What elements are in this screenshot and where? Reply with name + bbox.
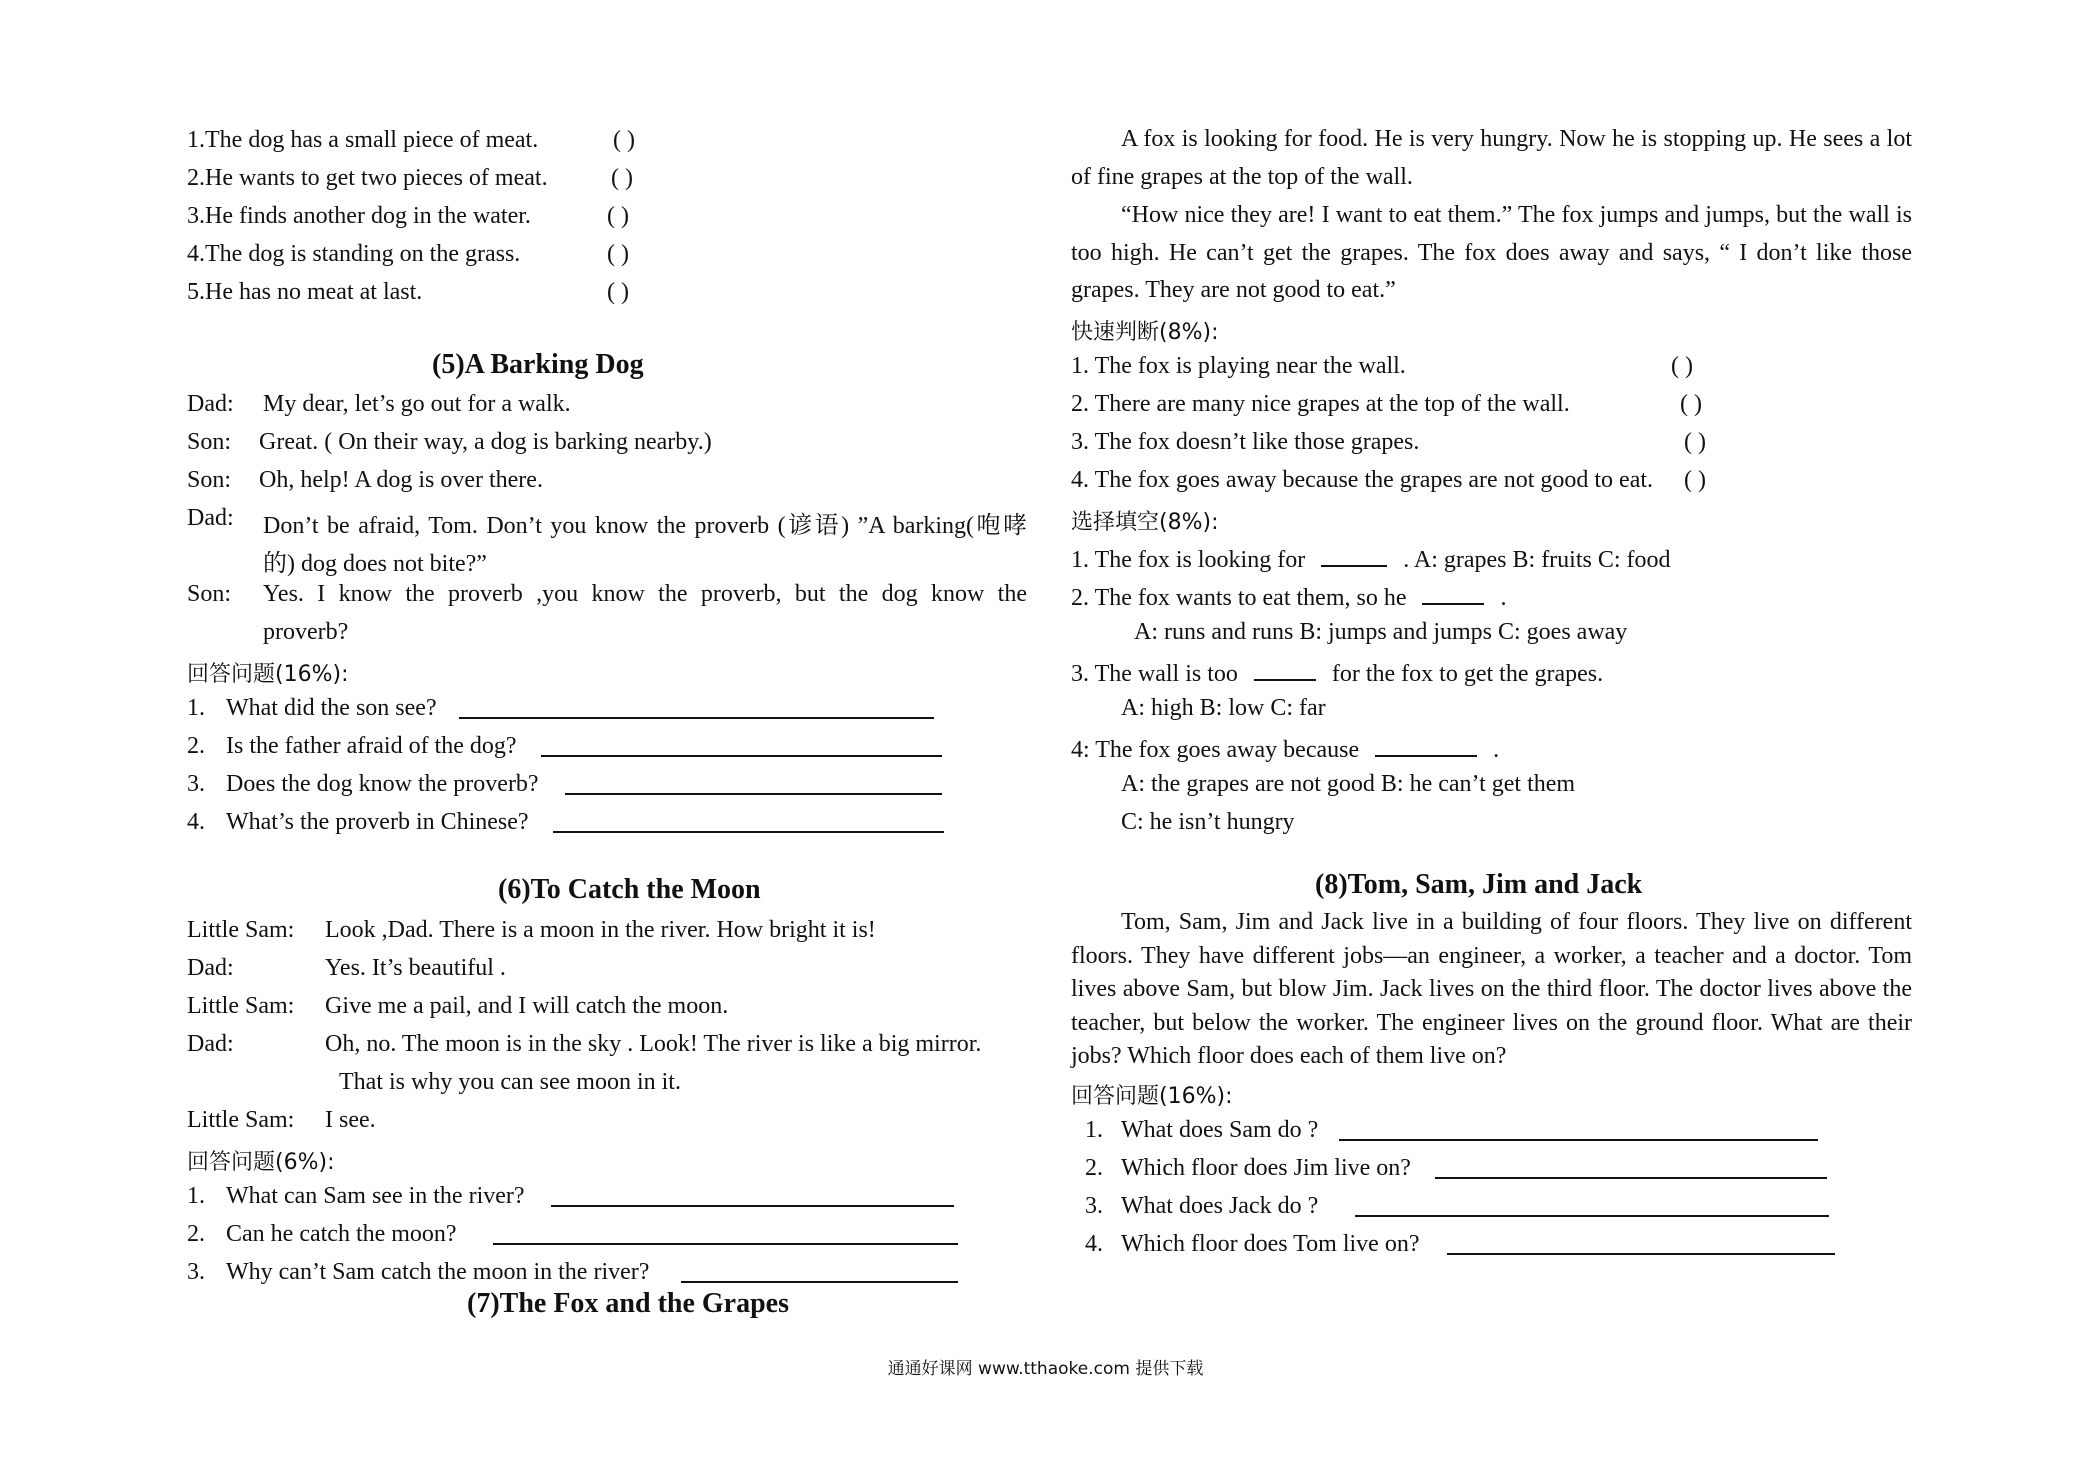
question-item: 3. <box>187 1259 205 1285</box>
question-item: 1. <box>187 695 205 721</box>
dialogue-speaker: Dad: <box>187 505 234 531</box>
mc-question: 4: The fox goes away because . <box>1071 733 1499 764</box>
question-header: 回答问题(6%): <box>187 1150 335 1175</box>
tf-item: 3. The fox doesn’t like those grapes. <box>1071 429 1420 455</box>
answer-line[interactable] <box>1435 1155 1827 1179</box>
dialogue-text: Look ,Dad. There is a moon in the river. How bright it is! <box>325 917 876 943</box>
question-item: 2. <box>187 733 205 759</box>
question-text: Is the father afraid of the dog? <box>226 733 517 759</box>
dialogue-text-cont: That is why you can see moon in it. <box>339 1069 681 1095</box>
question-text: Which floor does Tom live on? <box>1121 1231 1420 1257</box>
tf-item: 5.He has no meat at last. <box>187 279 423 305</box>
section-title: (7)The Fox and the Grapes <box>467 1288 789 1319</box>
question-text: Why can’t Sam catch the moon in the river? <box>226 1259 650 1285</box>
mc-options: A: the grapes are not good B: he can’t get them <box>1121 771 1576 797</box>
question-text: What does Sam do ? <box>1121 1117 1319 1143</box>
answer-parens[interactable]: ( ) <box>607 279 629 305</box>
answer-parens[interactable]: ( ) <box>607 241 629 267</box>
dialogue-speaker: Dad: <box>187 955 234 981</box>
question-text: What does Jack do ? <box>1121 1193 1319 1219</box>
answer-blank[interactable] <box>1375 733 1477 757</box>
dialogue-text: Give me a pail, and I will catch the moon. <box>325 993 729 1019</box>
passage-paragraph: A fox is looking for food. He is very hungry. Now he is stopping up. He sees a lot of fine grapes at the top of the wall. <box>1071 126 1912 190</box>
answer-parens[interactable]: ( ) <box>1671 353 1693 379</box>
question-item: 4. <box>187 809 205 835</box>
tf-item: 1.The dog has a small piece of meat. <box>187 127 539 153</box>
answer-blank[interactable] <box>1321 543 1387 567</box>
question-text: What’s the proverb in Chinese? <box>226 809 529 835</box>
answer-line[interactable] <box>1447 1231 1835 1255</box>
answer-line[interactable] <box>681 1259 958 1283</box>
question-item: 1. <box>1085 1117 1103 1143</box>
dialogue-text: Don’t be afraid, Tom. Don’t you know the proverb (谚语) ”A barking(咆哮 <box>263 513 1027 539</box>
question-text: Which floor does Jim live on? <box>1121 1155 1411 1181</box>
tf-item: 2.He wants to get two pieces of meat. <box>187 165 548 191</box>
question-text: Can he catch the moon? <box>226 1221 457 1247</box>
answer-line[interactable] <box>551 1183 954 1207</box>
mc-options: C: he isn’t hungry <box>1121 809 1295 835</box>
section-title: (6)To Catch the Moon <box>498 874 761 905</box>
answer-parens[interactable]: ( ) <box>613 127 635 153</box>
mc-question: 3. The wall is too for the fox to get the grapes. <box>1071 657 1603 688</box>
dialogue-speaker: Little Sam: <box>187 1107 295 1133</box>
question-item: 3. <box>187 771 205 797</box>
answer-line[interactable] <box>459 695 934 719</box>
answer-parens[interactable]: ( ) <box>611 165 633 191</box>
dialogue-text-cont: proverb? <box>263 619 349 645</box>
answer-parens[interactable]: ( ) <box>1684 429 1706 455</box>
question-item: 2. <box>1085 1155 1103 1181</box>
question-item: 2. <box>187 1221 205 1247</box>
tf-item: 1. The fox is playing near the wall. <box>1071 353 1406 379</box>
dialogue-text-cont: 的) dog does not bite?” <box>263 551 487 577</box>
dialogue-speaker: Son: <box>187 467 232 493</box>
answer-parens[interactable]: ( ) <box>1684 467 1706 493</box>
question-text: What did the son see? <box>226 695 437 721</box>
section-title: (8)Tom, Sam, Jim and Jack <box>1315 869 1643 900</box>
dialogue-speaker: Little Sam: <box>187 917 295 943</box>
dialogue-text: Oh, help! A dog is over there. <box>259 467 543 493</box>
dialogue-text: Oh, no. The moon is in the sky . Look! The river is like a big mirror. <box>325 1031 982 1057</box>
question-item: 3. <box>1085 1193 1103 1219</box>
mc-question: 2. The fox wants to eat them, so he . <box>1071 581 1506 612</box>
passage-paragraph: Tom, Sam, Jim and Jack live in a building of four floors. They live on different floors. They have different jobs—an engineer, a worker, a teacher and a doctor. Tom lives above Sam, but blow Jim. Jack lives on the third floor. The doctor lives above the teacher, but below the worker. The engineer lives on the ground floor. What are their jobs? Which floor does each of them live on? <box>1071 909 1912 1069</box>
dialogue-speaker: Son: <box>187 429 232 455</box>
question-item: 4. <box>1085 1231 1103 1257</box>
tf-item: 4.The dog is standing on the grass. <box>187 241 521 267</box>
answer-line[interactable] <box>565 771 942 795</box>
mc-options: A: runs and runs B: jumps and jumps C: goes away <box>1134 619 1628 645</box>
question-item: 1. <box>187 1183 205 1209</box>
dialogue-text: Great. ( On their way, a dog is barking nearby.) <box>259 429 712 455</box>
dialogue-text: I see. <box>325 1107 376 1133</box>
mc-question: 1. The fox is looking for . A: grapes B: fruits C: food <box>1071 543 1671 574</box>
question-header: 选择填空(8%): <box>1071 510 1219 535</box>
dialogue-text: Yes. It’s beautiful . <box>325 955 506 981</box>
question-header: 回答问题(16%): <box>187 662 349 687</box>
dialogue-text: My dear, let’s go out for a walk. <box>263 391 571 417</box>
dialogue-text: Yes. I know the proverb ,you know the proverb, but the dog know the <box>263 581 1027 607</box>
dialogue-speaker: Dad: <box>187 391 234 417</box>
question-header: 快速判断(8%): <box>1071 320 1219 345</box>
answer-blank[interactable] <box>1422 581 1484 605</box>
question-header: 回答问题(16%): <box>1071 1084 1233 1109</box>
answer-line[interactable] <box>553 809 944 833</box>
question-text: What can Sam see in the river? <box>226 1183 525 1209</box>
answer-line[interactable] <box>493 1221 958 1245</box>
passage-paragraph: “How nice they are! I want to eat them.” The fox jumps and jumps, but the wall is too high. He can’t get the grapes. The fox does away and says, “ I don’t like those grapes. They are not good to eat.” <box>1071 202 1912 304</box>
answer-blank[interactable] <box>1254 657 1316 681</box>
answer-line[interactable] <box>1355 1193 1829 1217</box>
dialogue-speaker: Son: <box>187 581 232 607</box>
answer-parens[interactable]: ( ) <box>607 203 629 229</box>
tf-item: 4. The fox goes away because the grapes are not good to eat. <box>1071 467 1654 493</box>
answer-line[interactable] <box>541 733 942 757</box>
answer-parens[interactable]: ( ) <box>1680 391 1702 417</box>
tf-item: 3.He finds another dog in the water. <box>187 203 531 229</box>
dialogue-speaker: Dad: <box>187 1031 234 1057</box>
section-title: (5)A Barking Dog <box>432 349 644 380</box>
tf-item: 2. There are many nice grapes at the top of the wall. <box>1071 391 1570 417</box>
dialogue-speaker: Little Sam: <box>187 993 295 1019</box>
mc-options: A: high B: low C: far <box>1121 695 1326 721</box>
page-footer: 通通好课网 www.tthaoke.com 提供下载 <box>887 1359 1204 1379</box>
answer-line[interactable] <box>1339 1117 1818 1141</box>
question-text: Does the dog know the proverb? <box>226 771 539 797</box>
